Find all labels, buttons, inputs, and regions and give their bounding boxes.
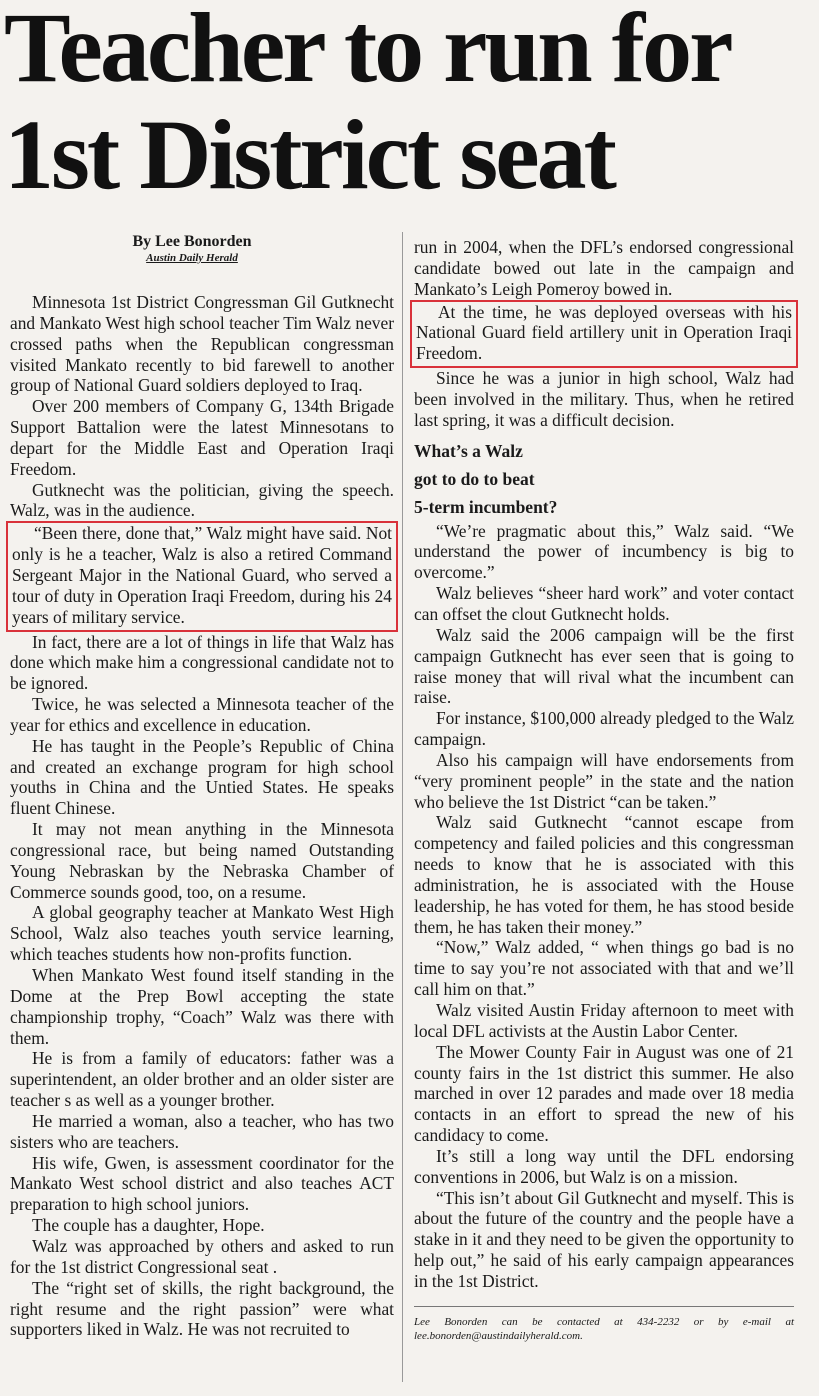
paragraph: The couple has a daughter, Hope. <box>32 1215 265 1236</box>
headline: Teacher to run for 1st District seat <box>4 0 729 210</box>
paragraph: Walz was approached by others and asked to run for the 1st district Congressional seat . <box>10 1235 394 1277</box>
paragraph: The Mower County Fair in August was one of 21 county fairs in the 1st district this summer. He also marched in over 12 parades and made over 18 media contacts in an effort to spread the new of his candidacy to come. <box>414 1041 794 1146</box>
highlight-box-military-service <box>6 521 398 631</box>
paragraph: “This isn’t about Gil Gutknecht and myself. This is about the future of the country and the people have a stake in it and they need to be given the opportunity to help out,” he said of his early campaign appearances in the 1st District. <box>414 1187 794 1291</box>
paragraph: The “right set of skills, the right background, the right resume and the right passion” were what supporters liked in Walz. He was not recruited to <box>10 1277 394 1340</box>
paragraph: Over 200 members of Company G, 134th Brigade Support Battalion were the latest Minnesotans to depart for the Middle East and Operation Iraqi Freedom. <box>10 396 394 479</box>
paragraph: He married a woman, also a teacher, who has two sisters who are teachers. <box>10 1110 394 1152</box>
paragraph: Walz said the 2006 campaign will be the first campaign Gutknecht has ever seen that is going to raise money that will rival what the incumbent can raise. <box>414 624 794 708</box>
column-divider <box>402 232 403 1382</box>
paragraph: Walz visited Austin Friday afternoon to meet with local DFL activists at the Austin Labor Center. <box>414 1000 794 1041</box>
left-column <box>10 232 394 1340</box>
paragraph: It may not mean anything in the Minnesota congressional race, but being named Outstanding Young Nebraskan by the Nebraska Chamber of Commerce sounds good, too, on a resume. <box>10 819 394 902</box>
publication-name: Austin Daily Herald <box>146 252 238 264</box>
paragraph: “Now,” Walz added, “ when things go bad is no time to say you’re not associated with that and we’ll call him on that.” <box>414 937 794 1000</box>
paragraph: Walz believes “sheer hard work” and voter contact can offset the clout Gutknecht holds. <box>414 583 794 624</box>
paragraph: When Mankato West found itself standing in the Dome at the Prep Bowl accepting the state championship trophy, “Coach” Walz was there with them. <box>10 965 394 1048</box>
paragraph: “Been there, done that,” Walz might have said. Not only is he a teacher, Walz is also a retired Command Sergeant Major in the National Guard, who served a tour of duty in Operation Iraqi Freedom, during his 24 years of military service. <box>12 523 392 627</box>
paragraph: “We’re pragmatic about this,” Walz said. “We understand the power of incumbency is big to overcome.” <box>414 520 794 583</box>
paragraph: He is from a family of educators: father was a superintendent, an older brother and an older sister are teacher s as well as a younger brother. <box>10 1048 394 1111</box>
paragraph: In fact, there are a lot of things in life that Walz has done which make him a congressional candidate not to be ignored. <box>10 631 394 694</box>
paragraph: A global geography teacher at Mankato West High School, Walz also teaches youth service learning, which teaches students how non-profits function. <box>10 902 394 965</box>
paragraph: For instance, $100,000 already pledged to the Walz campaign. <box>414 708 794 750</box>
paragraph: Gutknecht was the politician, giving the speech. Walz, was in the audience. <box>10 479 394 521</box>
paragraph: Also his campaign will have endorsements from “very prominent people” in the state and the nation who believe the 1st District “can be taken.” <box>414 749 794 812</box>
highlight-box-deployment <box>410 300 798 369</box>
paragraph: It’s still a long way until the DFL endorsing conventions in 2006, but Walz is on a mission. <box>414 1145 794 1187</box>
contact-note: Lee Bonorden can be contacted at 434-2232 or by e-mail at lee.bonorden@austindailyherald.com. <box>414 1306 794 1343</box>
paragraph: Twice, he was selected a Minnesota teacher of the year for ethics and excellence in education. <box>10 694 394 735</box>
paragraph: Since he was a junior in high school, Walz had been involved in the military. Thus, when he retired last spring, it was a difficult decision. <box>414 368 794 430</box>
right-column <box>414 237 794 1343</box>
subhead-line: 5-term incumbent? <box>414 496 558 517</box>
paragraph: At the time, he was deployed overseas with his National Guard field artillery unit in Operation Iraqi Freedom. <box>416 301 792 364</box>
paragraph: Minnesota 1st District Congressman Gil Gutknecht and Mankato West high school teacher Tim Walz never crossed paths when the Republican congressman visited Mankato recently to bid farewell to another group of National Guard soldiers deployed to Iraq. <box>10 292 394 396</box>
paragraph: run in 2004, when the DFL’s endorsed congressional candidate bowed out late in the campaign and Mankato’s Leigh Pomeroy bowed in. <box>414 237 794 299</box>
paragraph: His wife, Gwen, is assessment coordinator for the Mankato West school district and also teaches ACT preparation to high school juniors. <box>10 1152 394 1215</box>
byline: By Lee Bonorden <box>132 233 252 250</box>
paragraph: Walz said Gutknecht “cannot escape from competency and failed policies and this congressman needs to know that he is associated with this administration, he is associated with the House leadership, he has voted for them, he has stood beside them, he has taken their money.” <box>414 812 794 937</box>
subhead-line: What’s a Walz <box>414 440 523 461</box>
subhead-line: got to do to beat <box>414 468 535 489</box>
paragraph: He has taught in the People’s Republic of China and created an exchange program for high school youths in China and the Untied States. He speaks fluent Chinese. <box>10 735 394 819</box>
subhead <box>414 437 794 521</box>
